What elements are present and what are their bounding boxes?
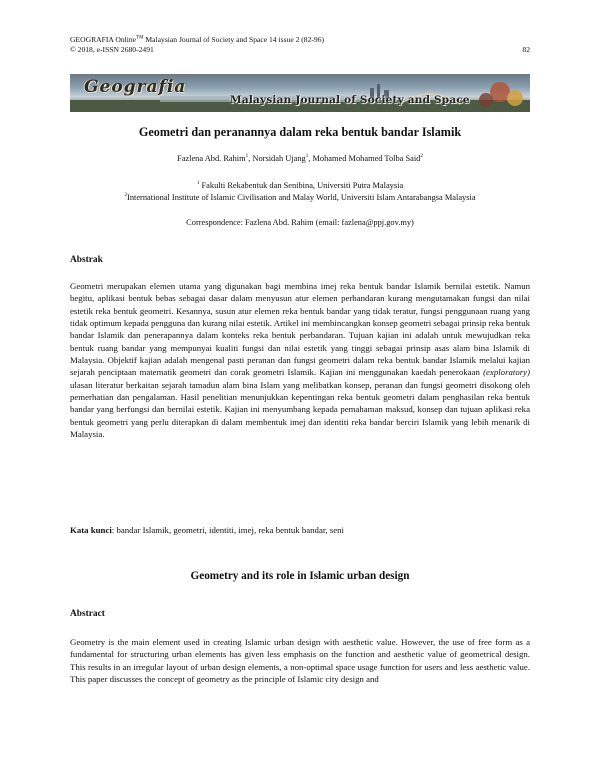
affiliation-1: $^1$ Fakulti Rekabentuk dan Senibina, Universiti Putra Malaysia bbox=[196, 180, 404, 190]
abstrak-heading: Abstrak bbox=[70, 255, 103, 265]
geografia-logo: Geografia bbox=[84, 77, 187, 97]
affiliation-2: $^2$International Institute of Islamic Civilisation and Malay World, Universiti Islam Antarabangsa Malaysia bbox=[124, 192, 476, 202]
copyright-line: © 2018, e-ISSN 2680-2491 bbox=[70, 45, 154, 54]
keywords: Kata kunci: bandar Islamik, geometri, identiti, imej, reka bentuk bandar, seni bbox=[70, 525, 345, 535]
correspondence: Correspondence: Fazlena Abd. Rahim (email: fazlena@ppj.gov.my) bbox=[186, 218, 414, 227]
abstract-body: Geometry is the main element used in creating Islamic urban design with aesthetic value. However, the use of free form as a fundamental for structuring urban elements has given less emphasis on the function and aesthetic value of geometrical design. This results in an irregular layout of urban design elements, a non-optimal space usage function for users and less aesthetic value. This paper discusses the concept of geometry as the principle of Islamic city design and bbox=[70, 637, 530, 685]
article-title: Geometri dan peranannya dalam reka bentuk bandar Islamik bbox=[138, 125, 462, 139]
page-number: 82 bbox=[522, 45, 530, 54]
journal-line: GEOGRAFIA Online™ Malaysian Journal of Society and Space 14 issue 2 (82-96) bbox=[70, 35, 325, 44]
journal-banner bbox=[70, 74, 530, 112]
running-header bbox=[70, 35, 530, 55]
english-title: Geometry and its role in Islamic urban design bbox=[190, 570, 410, 582]
banner-journal-title: Malaysian Journal of Society and Space bbox=[230, 94, 470, 106]
abstrak-body: Geometri merupakan elemen utama yang digunakan bagi membina imej reka bentuk bandar Islamik bernilai estetik. Namun begitu, aplikasi bentuk bebas sebagai dasar dalam menyusun atur elemen perbandaran kurang mengutamakan fungsi dan nilai estetik reka bentuk geometri. Kesannya, susun atur elemen reka bentuk bandar yang tidak teratur, fungsi penggunaan ruang yang tidak optimum kepada pengguna dan kurang nilai estetik. Artikel ini membincangkan konsep geometri sebagai prinsip reka bentuk bandar Islamik dan penerapannya dalam konteks reka bentuk perbandaran. Tujuan kajian ini adalah untuk mewujudkan reka bentuk ruang bandar yang mempunyai kualiti fungsi dan nilai estetik yang tinggi sebagai prinsip asas alam bina Islamik di Malaysia. Objektif kajian adalah mengenal pasti peranan dan fungsi geometri dalam reka bentuk bandar Islamik melalui kajian sejarah penciptaan matematik geometri dan corak geometri Islamik. Kajian ini menggunakan kaedah penerokaan (exploratory) ulasan literatur berkaitan sejarah tamadun alam bina Islam yang melibatkan konsep, peranan dan fungsi geometri disokong oleh pemerhatian dan pengalaman. Hasil penelitian menunjukkan kepentingan reka bentuk geometri dalam penghasilan reka bentuk bandar yang berfungsi dan bernilai estetik. Kajian ini menyumbang kepada pemahaman maksud, konsep dan tujuan aplikasi reka bentuk geometri yang perlu diterapkan di dalam membentuk imej dan identiti reka bandar berciri Islamik yang lebih menarik di Malaysia. bbox=[70, 281, 530, 440]
author-list: Fazlena Abd. Rahim$^1$, Norsidah Ujang$^1$, Mohamed Mohamed Tolba Said$^2$ bbox=[177, 153, 423, 163]
abstract-heading: Abstract bbox=[70, 609, 105, 619]
